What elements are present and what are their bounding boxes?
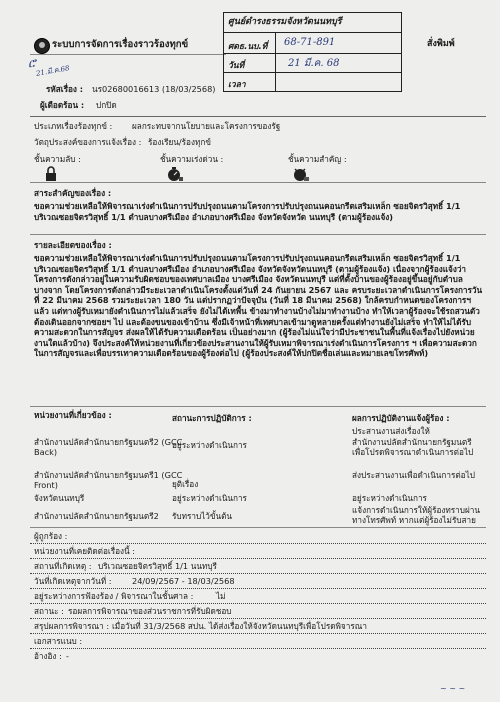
summary-heading: สาระสำคัญของเรื่อง : bbox=[34, 188, 112, 198]
col-status-header: สถานะการปฏิบัติการ : bbox=[172, 413, 252, 423]
lock-icon bbox=[44, 166, 58, 182]
stamp-no-value: 68-71-891 bbox=[284, 37, 336, 48]
submitter-label: ผู้เดือดร้อน : bbox=[40, 100, 85, 110]
conclusion-value: เมื่อวันที่ 31/3/2568 สปน. ได้ส่งเรื่องให้จังหวัดนนทบุรีเพื่อโปรดพิจารณา bbox=[112, 621, 367, 631]
location-label: สถานที่เกิดเหตุ : bbox=[34, 561, 92, 571]
table-row-4-agency: สำนักงานปลัดสำนักนายกรัฐมนตรี2 bbox=[34, 511, 159, 521]
stamp-date-label: วันที่ bbox=[228, 61, 245, 71]
table-row-1-agency: สำนักงานปลัดสำนักนายกรัฐมนตรี2 (GCC Back) bbox=[34, 437, 183, 458]
table-row-4-status: รับทราบไว้ขั้นต้น bbox=[172, 511, 233, 521]
lawsuit-label: อยู่ระหว่างการฟ้องร้อง / พิจารณาในชั้นศาล : bbox=[34, 591, 194, 601]
table-row-3-agency: จังหวัดนนทบุรี bbox=[34, 493, 85, 503]
system-title: ระบบการจัดการเรื่องราวร้องทุกข์ bbox=[52, 39, 189, 50]
purpose-label: วัตถุประสงค์ของการแจ้งเรื่อง : bbox=[34, 137, 142, 147]
alert-importance-icon bbox=[292, 166, 310, 182]
summary-body: ขอความช่วยเหลือให้พิจารณาเร่งดำเนินการปรับปรุงถนนตามโครงการปรับปรุงถนนคอนกรีตเสริมเหล็ก ซอยจิตรวิสุทธิ์ 1/1 บริเวณซอยจิตรวิสุทธิ์ 1/1 ตำบลบางศรีเมือง อำเภอบางศรีเมือง จังหวัดจังหวัด นนทบุรี (ตามผู้ร้องแจ้ง) bbox=[34, 201, 461, 222]
details-heading: รายละเอียดของเรื่อง : bbox=[34, 240, 112, 250]
attachments-label: เอกสารแนบ : bbox=[34, 636, 83, 646]
date-label: วันที่เกิดเหตุจากวันที่ : bbox=[34, 576, 112, 586]
type-label: ประเภทเรื่องร้องทุกข์ : bbox=[34, 121, 113, 131]
col-result-header: ผลการปฏิบัติงานแจ้งผู้ร้อง : bbox=[352, 413, 450, 423]
table-row-4-result: แจ้งการดำเนินการให้ผู้ร้องทราบผ่านทางโทรศัพท์ หากแต่ผู้ร้องไม่รับสาย bbox=[352, 505, 480, 526]
stamp-no-label: ศดธ.นบ.ที่ bbox=[228, 42, 268, 52]
table-row-3-status: อยู่ระหว่างดำเนินการ bbox=[172, 493, 247, 503]
code-value: นร02680016613 (18/03/2568) bbox=[92, 84, 216, 94]
complainant-label: ผู้ถูกร้อง : bbox=[34, 531, 68, 541]
secret-label: ชั้นความลับ : bbox=[34, 154, 81, 164]
table-row-1-result: สำนักงานปลัดสำนักนายกรัฐมนตรี เพื่อโปรดพิจารณาดำเนินการต่อไป bbox=[352, 437, 474, 458]
handwritten-date: 21.มี.ค.68 bbox=[35, 64, 71, 78]
table-row-3-result: อยู่ระหว่างดำเนินการ bbox=[352, 493, 427, 503]
stamp-date-value: 21 มี.ค. 68 bbox=[288, 58, 340, 69]
code-label: รหัสเรื่อง : bbox=[46, 84, 84, 94]
print-button[interactable]: สั่งพิมพ์ bbox=[427, 39, 455, 49]
col-agency-header: หน่วยงานที่เกี่ยวข้อง : bbox=[34, 410, 112, 420]
emblem-logo bbox=[34, 38, 50, 54]
table-row-2-status: ยุติเรื่อง bbox=[172, 479, 199, 489]
stamp-time-label: เวลา bbox=[228, 80, 246, 90]
table-row-2-result: ส่งประสานงานเพื่อดำเนินการต่อไป bbox=[352, 470, 475, 480]
stamp-title: ศูนย์ดำรงธรรมจังหวัดนนทบุรี bbox=[228, 17, 342, 27]
details-body: ขอความช่วยเหลือให้พิจารณาเร่งดำเนินการปรับปรุงถนนตามโครงการปรับปรุงถนนคอนกรีตเสริมเหล็ก ซอยจิตรวิสุทธิ์ 1/1 บริเวณซอยจิตรวิสุทธิ์ 1/1 ตำบลบางศรีเมือง อำเภอบางศรีเมือง จังหวัดจังหวัดนนทบุรี (ตามผู้ร้องแจ้ง) เนื่องจากผู้ร้องแจ้งว่าโครงการดังกล่าวอยู่ในความรับผิดชอบของเทศบาลเมือง บางศรีเมือง จังหวัดนนทบุรี แต่ที่ตั้งบ้านของผู้ร้องอยู่ขึ้นอยู่กับตำบลบางจาก โดยโครงการดังกล่าวมีระยะเวลาดำเนินโครงตั้งแต่วันที่ 24 กันยายน 2567 และ ครบระยะเวลาดำเนินการโครงการวันที่ 22 มีนาคม 2568 รวมระยะเวลา 180 วัน แต่ปรากฏว่าปัจจุบัน (วันที่ 18 มีนาคม 2568) ใกล้ครบกำหนดของโครงการฯ แล้ว แต่ทางผู้รับเหมายังดำเนินการไม่แล้วเสร็จ ยังไม่ได้เทพื้น ข้างมาทำงานบ้างไม่มาทำงานบ้าง ทำให้เวลาผู้ร้องจะใช้รถสวนตัวต้องเดินออกจากซอยฯ ไป และต้องขนของเข้าบ้าน ซึ่งมีเจ้าหน้าที่เทศบาลเข้ามาดูหลายครั้งแต่ทำงานยังไม่เสร็จ ทำให้ไม่ได้รับความสะดวกในการสัญจร ส่งผลให้ได้รับความเดือดร้อน เป็นอย่างมาก (ผู้ร้องไม่แน่ใจว่ามีประชาชนในพื้นที่แจ้งเรื่องไปยังหน่วยงานใดแล้วบ้าง) จึงประสงค์ให้หน่วยงานที่เกี่ยวข้องประสานงานให้ผู้รับเหมาพิจารณาเร่งดำเนินการโครงการ ฯ เพื่อความสะดวกในการสัญจรและเพื่อบรรเทาความเดือดร้อนของผู้ร้องต่อไป (ผู้ร้องประสงค์ให้ปกปิดชื่อเล่นและหมายเลขโทรศัพท์) bbox=[34, 253, 483, 359]
reference-value: - bbox=[66, 651, 69, 661]
received-stamp bbox=[223, 12, 402, 92]
prev-agency-label: หน่วยงานที่เคยติดต่อเรื่องนี้ : bbox=[34, 546, 135, 556]
purpose-value: ร้องเรียน/ร้องทุกข์ bbox=[148, 137, 211, 147]
table-row-1-status: อยู่ระหว่างดำเนินการ bbox=[172, 440, 247, 450]
table-row-2-agency: สำนักงานปลัดสำนักนายกรัฐมนตรี1 (GCC Front) bbox=[34, 470, 183, 491]
importance-label: ชั้นความสำคัญ : bbox=[288, 154, 347, 164]
date-value: 24/09/2567 - 18/03/2568 bbox=[132, 576, 235, 586]
lawsuit-value: ไม่ bbox=[216, 591, 226, 601]
urgency-label: ชั้นความเร่งด่วน : bbox=[160, 154, 224, 164]
conclusion-label: สรุปผลการพิจารณา : bbox=[34, 621, 110, 631]
type-value: ผลกระทบจากนโยบายและโครงการของรัฐ bbox=[132, 121, 281, 131]
handwritten-signature: ~ ~ ~ bbox=[440, 684, 466, 693]
submitter-value: ปกปิด bbox=[96, 100, 117, 110]
stopwatch-icon bbox=[166, 166, 184, 182]
handwritten-mark: ሮ bbox=[26, 55, 37, 71]
status-label: สถานะ : bbox=[34, 606, 64, 616]
reference-label: อ้างอิง : bbox=[34, 651, 62, 661]
table-row-0-result: ประสานงานส่งเรื่องให้ bbox=[352, 426, 430, 436]
location-value: บริเวณซอยจิตรวิสุทธิ์ 1/1 นนทบุรี bbox=[98, 561, 217, 571]
header-rule bbox=[30, 54, 226, 55]
status-value: รอผลการพิจารณาของส่วนราชการที่รับผิดชอบ bbox=[68, 606, 232, 616]
